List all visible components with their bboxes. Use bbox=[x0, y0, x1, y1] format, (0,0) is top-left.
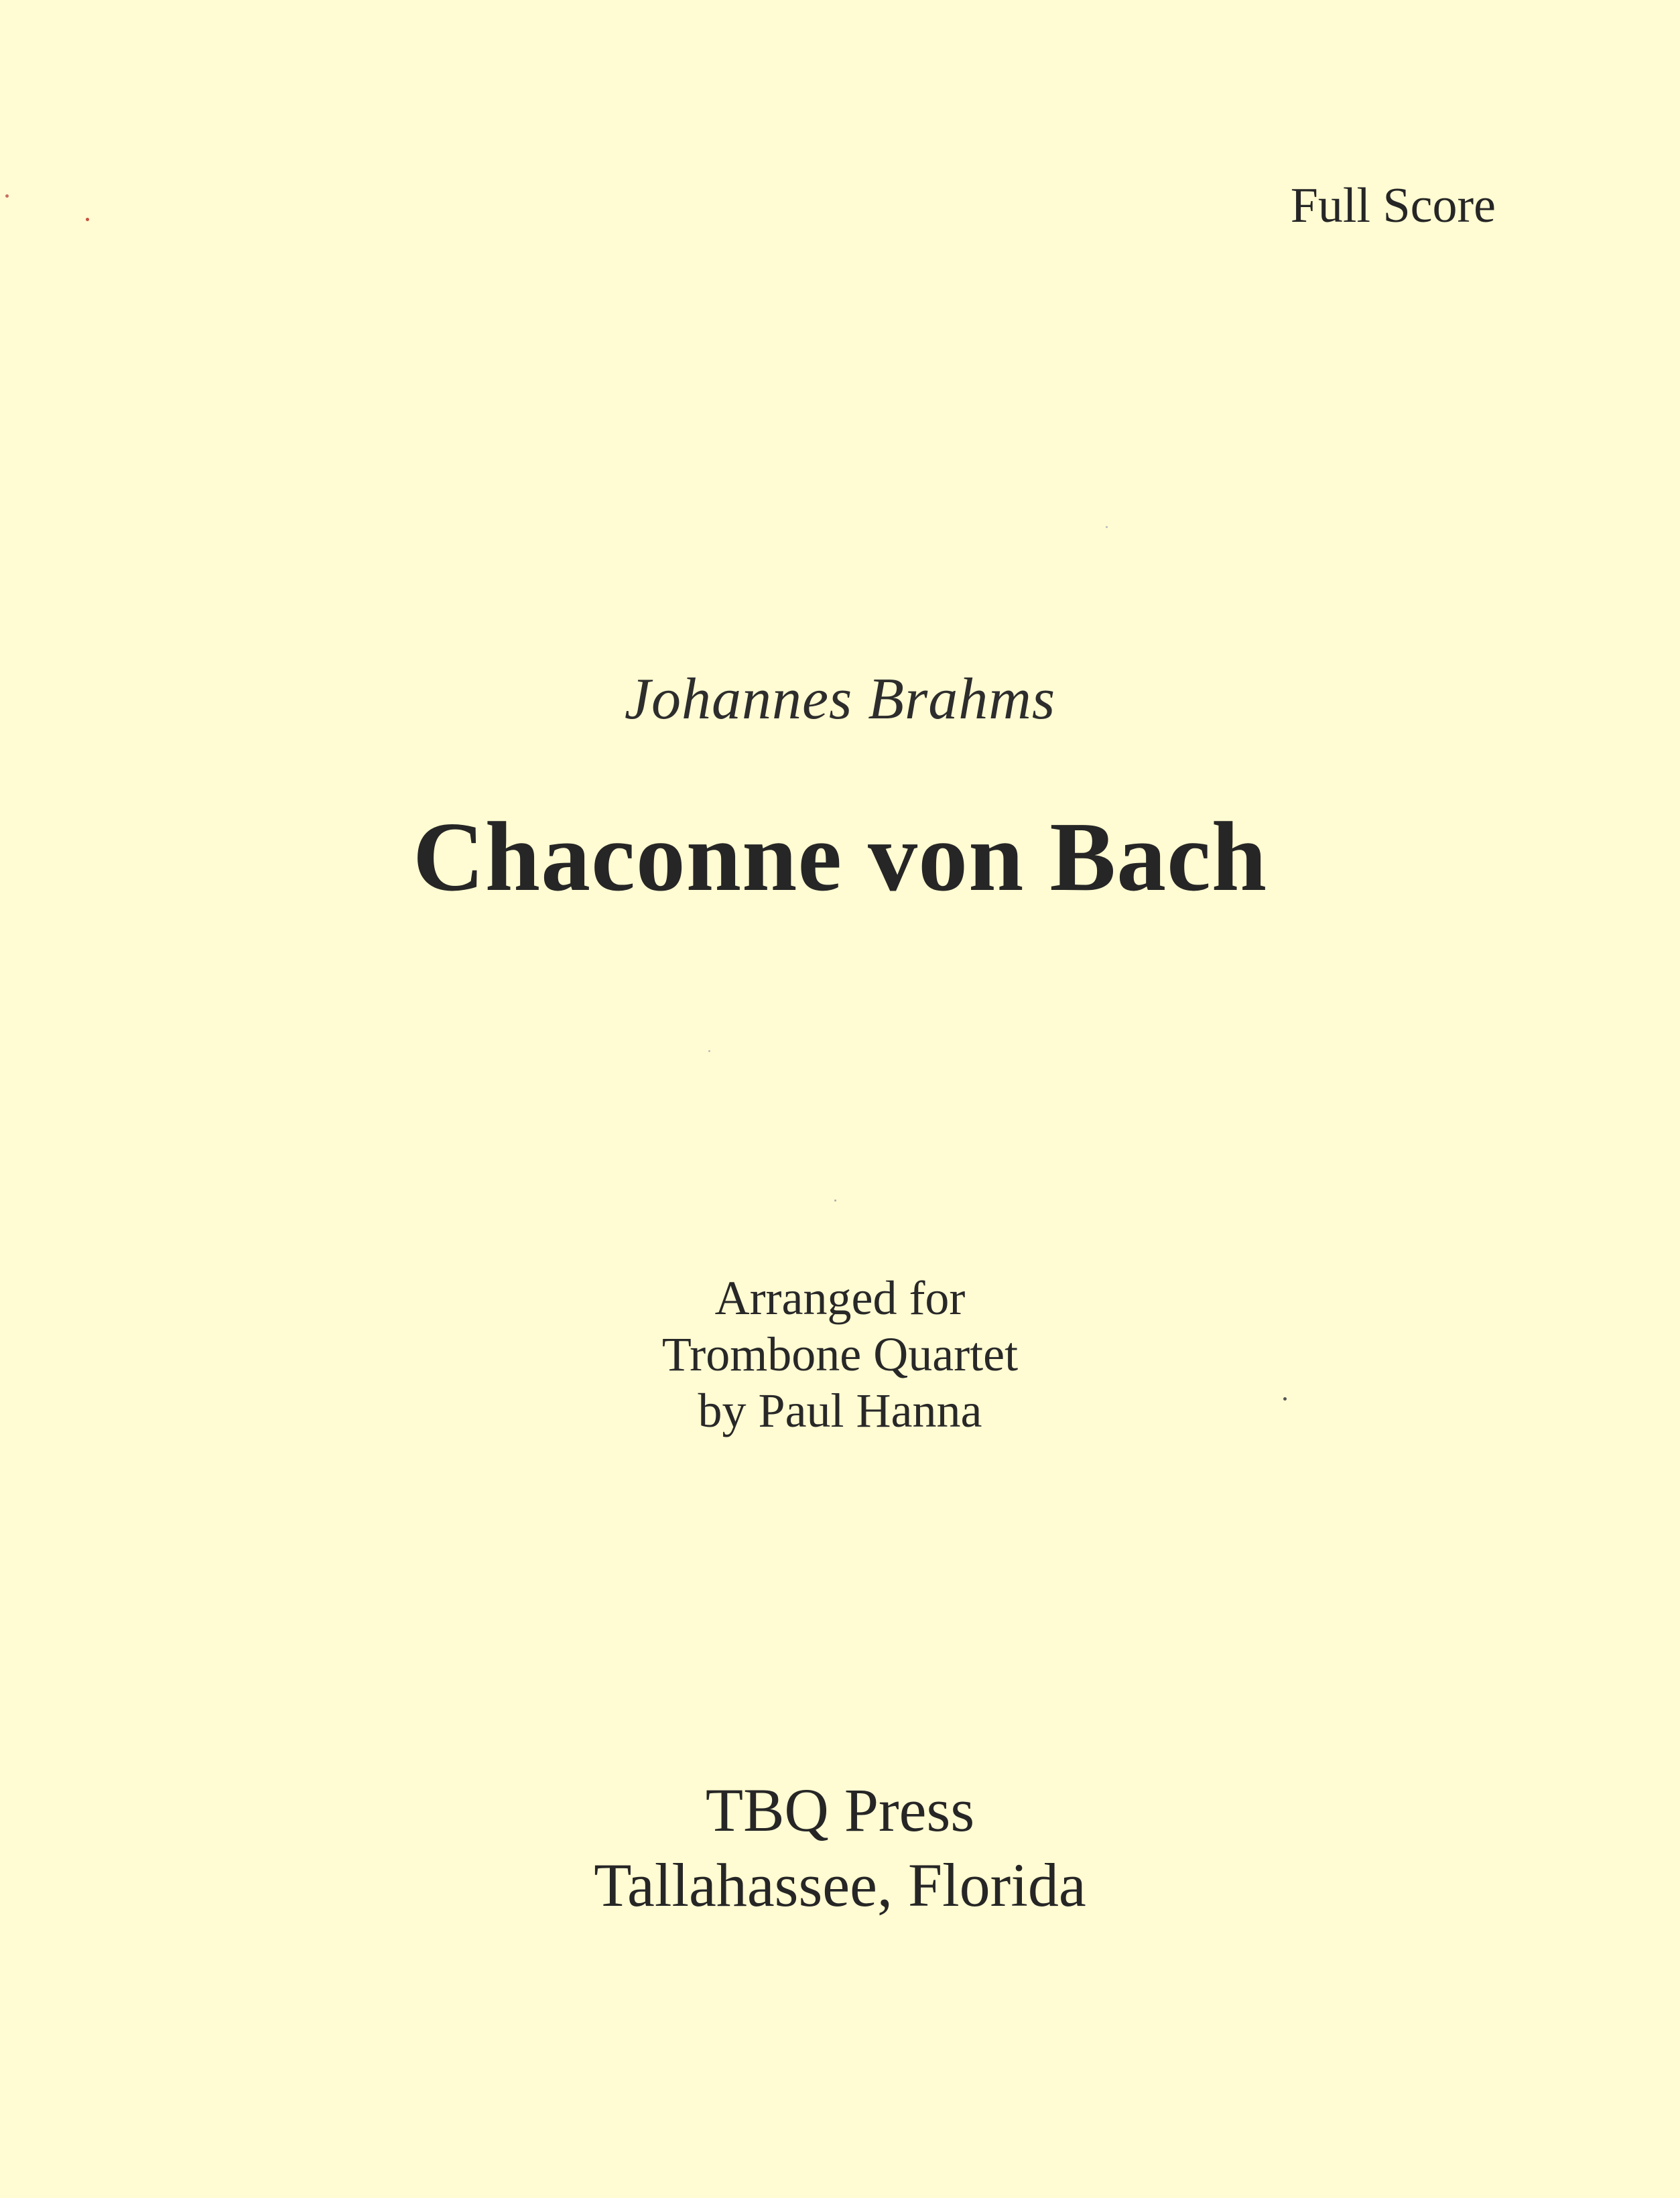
publisher-location: Tallahassee, Florida bbox=[594, 1851, 1086, 1919]
arrangement-line-3: by Paul Hanna bbox=[698, 1384, 982, 1437]
arrangement-credit bbox=[0, 1270, 1680, 1439]
arrangement-line-1: Arranged for bbox=[714, 1271, 966, 1325]
work-title: Chaconne von Bach bbox=[412, 802, 1268, 912]
publisher-block bbox=[0, 1772, 1680, 1923]
paper-speck bbox=[1106, 526, 1108, 528]
paper-speck bbox=[708, 1050, 710, 1052]
arrangement-line-2: Trombone Quartet bbox=[661, 1328, 1019, 1381]
score-type-label: Full Score bbox=[1290, 178, 1496, 233]
paper-speck bbox=[1283, 1397, 1287, 1401]
paper-speck bbox=[834, 1200, 836, 1202]
paper-speck bbox=[86, 218, 89, 221]
composer-name: Johannes Brahms bbox=[624, 667, 1056, 732]
publisher-name: TBQ Press bbox=[705, 1776, 975, 1844]
paper-speck bbox=[5, 194, 9, 198]
